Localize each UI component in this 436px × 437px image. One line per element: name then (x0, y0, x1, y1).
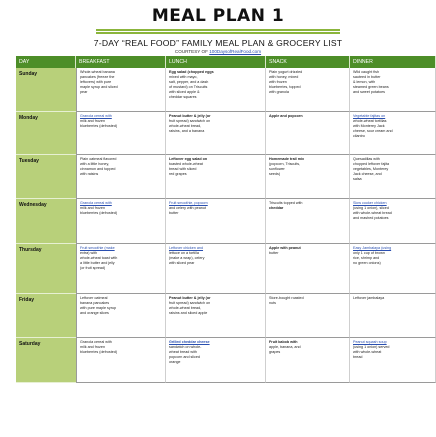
lunch-line: popcorn and sliced (169, 354, 200, 359)
snack-line: grapes (269, 349, 281, 354)
dinner-cell-sunday (350, 68, 436, 112)
dinner-line: with whole-wheat (353, 349, 382, 354)
breakfast-line: (or fruit spread) (80, 265, 106, 270)
lunch-cell-sunday (166, 68, 266, 112)
lunch-cell-friday (166, 294, 266, 338)
dinner-line: cheese, sour cream and (353, 128, 393, 133)
breakfast-line: milk and frozen (80, 344, 106, 349)
dinner-cell-monday (350, 112, 436, 155)
snack-cell-saturday (266, 338, 350, 383)
dinner-line: and sweet potatoes (353, 89, 385, 94)
lunch-line: Leftover egg salad on (169, 157, 208, 161)
lunch-line: salt, pepper, and a dash (169, 79, 209, 84)
dinner-line: with whole-wheat bread (353, 210, 392, 215)
snack-cell-tuesday (266, 155, 350, 199)
breakfast-cell-wednesday (76, 199, 166, 244)
breakfast-line: pear (80, 89, 88, 94)
dinner-cell-saturday (350, 338, 436, 383)
lunch-cell-saturday (166, 338, 266, 383)
breakfast-line: milk and frozen (80, 205, 106, 210)
snack-line: (popcorn, Triscuits, (269, 161, 301, 166)
breakfast-cell-friday (76, 294, 166, 338)
lunch-line: orange (169, 359, 181, 364)
dinner-line: & lemon, with (353, 79, 376, 84)
lunch-line: Leftover chicken and (169, 246, 204, 250)
day-label-monday: Monday (16, 112, 76, 155)
breakfast-line: leftovers) with pure (80, 79, 112, 84)
breakfast-line: Granola cereal with (80, 201, 112, 205)
snack-cell-wednesday (266, 199, 350, 244)
breakfast-line: Plain oatmeal flavored (80, 157, 117, 161)
lunch-cell-monday (166, 112, 266, 155)
snack-line: Fruit kabob with (269, 340, 298, 344)
lunch-cell-wednesday (166, 199, 266, 244)
snack-line: sunflower (269, 166, 285, 171)
lunch-line: Peanut butter & jelly (or (169, 296, 211, 300)
title-divider-top (96, 29, 340, 31)
breakfast-line: Whole-wheat banana (80, 70, 115, 74)
dinner-line: chopped leftover fajita (353, 161, 390, 166)
lunch-line: Fruit smoothie, popcorn (169, 201, 208, 205)
courtesy-prefix: COURTESY OF (174, 49, 208, 54)
breakfast-line: extra) with (80, 250, 98, 255)
lunch-line: of mustard) on Triscuits (169, 84, 208, 89)
snack-line: cheddar (269, 205, 284, 210)
lunch-line: Peanut butter & jelly (or (169, 114, 211, 118)
snack-line: Apple and popcorn (269, 114, 303, 118)
breakfast-cell-monday (76, 112, 166, 155)
lunch-line: cheddar squares (169, 94, 197, 99)
snack-line: with granola (269, 89, 289, 94)
breakfast-line: and orange slices (80, 310, 109, 315)
dinner-line: Vegetable fajitas on (353, 114, 386, 118)
snack-line: nuts (269, 300, 276, 305)
lunch-line: sandwich on whole- (169, 344, 202, 349)
day-label-friday: Friday (16, 294, 76, 338)
snack-line: butter (269, 250, 279, 255)
lunch-line: whole-wheat bread, (169, 305, 202, 310)
breakfast-line: Fruit smoothie (make (80, 246, 115, 250)
meal-plan-table (16, 56, 436, 437)
breakfast-line: Granola cereal with (80, 114, 112, 118)
courtesy-link[interactable]: 100DaysofRealFood.com (209, 49, 262, 54)
breakfast-line: with pure maple syrup (80, 305, 117, 310)
dinner-line: steamed green beans (353, 84, 389, 89)
snack-cell-friday (266, 294, 350, 338)
breakfast-line: pancakes (freeze the (80, 74, 115, 79)
lunch-cell-tuesday (166, 155, 266, 199)
snack-line: Store-bought roasted (269, 296, 304, 300)
dinner-line: salsa (353, 176, 362, 181)
snack-line: seeds) (269, 171, 281, 176)
lunch-cell-thursday (166, 244, 266, 294)
day-label-saturday: Saturday (16, 338, 76, 383)
dinner-line: and mashed potatoes (353, 215, 389, 220)
dinner-line: sauteed in butter (353, 74, 381, 79)
breakfast-line: with a little honey, (80, 161, 110, 166)
lunch-line: raisins and sliced apple (169, 310, 208, 315)
lunch-line: with sliced apple & (169, 89, 200, 94)
breakfast-cell-tuesday (76, 155, 166, 199)
day-label-wednesday: Wednesday (16, 199, 76, 244)
dinner-cell-friday (350, 294, 436, 338)
dinner-line: Easy Jambalaya (using (353, 246, 392, 250)
lunch-line: fruit spread) sandwich on (169, 300, 211, 305)
dinner-line: Wild caught fish (353, 70, 380, 74)
lunch-line: whole-wheat bread, (169, 123, 202, 128)
day-label-thursday: Thursday (16, 244, 76, 294)
lunch-line: red grapes (169, 171, 187, 176)
breakfast-line: cinnamon and topped (80, 166, 116, 171)
dinner-line: Jack cheese, and (353, 171, 382, 176)
dinner-line: bread (353, 354, 363, 359)
page-subtitle: 7-DAY “REAL FOOD” FAMILY MEAL PLAN & GROCERY LIST (93, 38, 343, 48)
lunch-line: raisins, and a banana (169, 128, 205, 133)
breakfast-line: banana pancakes (80, 300, 110, 305)
lunch-line: fruit spread) sandwich on (169, 118, 211, 123)
snack-line: Plain yogurt drizzled (269, 70, 303, 74)
breakfast-line: blueberries (defrosted) (80, 349, 118, 354)
snack-cell-thursday (266, 244, 350, 294)
lunch-line: toasted whole-wheat (169, 161, 203, 166)
snack-line: Homemade trail mix (269, 157, 305, 161)
snack-line: Triscuits topped with (269, 201, 303, 205)
lunch-line: wheat bread with (169, 349, 197, 354)
breakfast-cell-sunday (76, 68, 166, 112)
lunch-line: and celery with peanut (169, 205, 206, 210)
page-title: MEAL PLAN 1 (151, 6, 285, 26)
dinner-line: vegetables, Monterey (353, 166, 389, 171)
dinner-line: (using 1 onion), sliced (353, 205, 389, 210)
day-label-tuesday: Tuesday (16, 155, 76, 199)
snack-line: with honey, mixed (269, 74, 299, 79)
day-label-sunday: Sunday (16, 68, 76, 112)
snack-line: blueberries, topped (269, 84, 301, 89)
snack-line: apple, banana, and (269, 344, 301, 349)
lunch-line: Egg salad (chopped eggs (169, 70, 214, 74)
breakfast-line: blueberries (defrosted) (80, 123, 118, 128)
dinner-line: no green onions) (353, 260, 381, 265)
breakfast-line: a little butter and jelly (80, 260, 115, 265)
dinner-line: Peanut squash soup (353, 340, 387, 344)
dinner-line: Quesadillas with (353, 157, 380, 161)
dinner-line: cilantro (353, 133, 365, 138)
header-dinner: DINNER (350, 56, 436, 68)
lunch-line: Grilled cheddar cheese (169, 340, 210, 344)
snack-line: with frozen (269, 79, 287, 84)
breakfast-line: milk and frozen (80, 118, 106, 123)
courtesy-line (0, 49, 436, 54)
dinner-line: Slow cooker chicken (353, 201, 387, 205)
dinner-line: Leftover jambalaya (353, 296, 385, 300)
breakfast-line: with raisins (80, 171, 99, 176)
breakfast-cell-saturday (76, 338, 166, 383)
breakfast-line: Leftover oatmeal (80, 296, 108, 300)
header-lunch: LUNCH (166, 56, 266, 68)
lunch-line: (make a wrap), celery (169, 255, 205, 260)
lunch-line: butter (169, 210, 179, 215)
dinner-cell-tuesday (350, 155, 436, 199)
breakfast-line: blueberries (defrosted) (80, 210, 118, 215)
lunch-line: lettuce on a tortilla (169, 250, 199, 255)
title-divider-bottom (96, 32, 340, 34)
lunch-line: mixed with mayo, (169, 74, 198, 79)
dinner-line: only 1 cup of brown (353, 250, 385, 255)
dinner-line: rice, shrimp and (353, 255, 380, 260)
header-day: DAY (16, 56, 76, 68)
breakfast-cell-thursday (76, 244, 166, 294)
dinner-cell-wednesday (350, 199, 436, 244)
breakfast-line: Granola cereal with (80, 340, 112, 344)
lunch-line: with sliced pear (169, 260, 195, 265)
dinner-line: (using 1 onion) served (353, 344, 390, 349)
dinner-cell-thursday (350, 244, 436, 294)
header-snack: SNACK (266, 56, 350, 68)
breakfast-line: whole-wheat toast with (80, 255, 118, 260)
snack-cell-monday (266, 112, 350, 155)
dinner-line: with Monterey Jack (353, 123, 385, 128)
lunch-line: bread with sliced (169, 166, 197, 171)
snack-cell-sunday (266, 68, 350, 112)
snack-line: Apple with peanut (269, 246, 301, 250)
dinner-line: whole-wheat tortillas (353, 118, 387, 123)
header-breakfast: BREAKFAST (76, 56, 166, 68)
breakfast-line: maple syrup and sliced (80, 84, 118, 89)
